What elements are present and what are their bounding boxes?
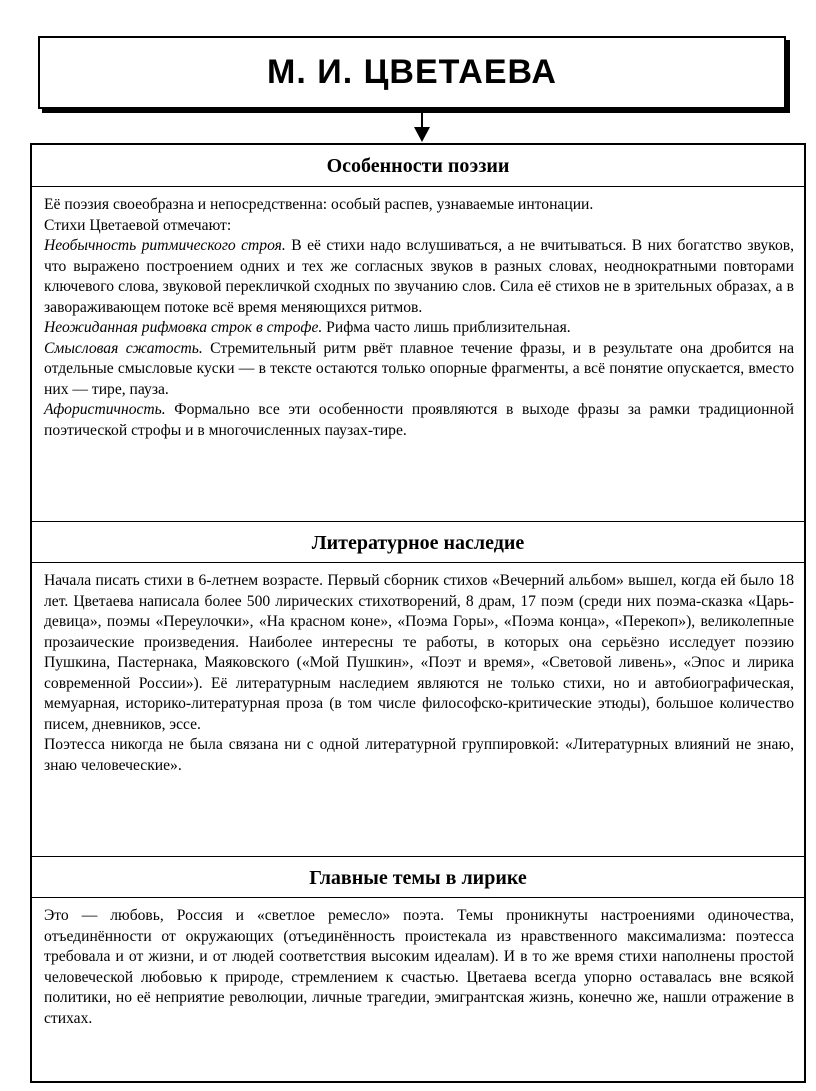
section-body-literary-legacy: [44, 571, 794, 776]
paragraph: [44, 400, 794, 441]
paragraph-text: Формально все эти особенности проявляются в выходе фразы за рамки традиционной поэтической строфы и в многочисленных паузах-тире.: [44, 401, 794, 439]
paragraph: [44, 236, 794, 318]
page-title: М. И. ЦВЕТАЕВА: [267, 53, 557, 91]
paragraph-text: В её стихи надо вслушиваться, а не вчитываться. В них богатство звуков, что выражено построением одних и тех же согласных звуков в разных словах, неоднократными повторами ключевого слова, звуковой перекличкой сходных по звучанию слов. Сила её стихов не в зрительных образах, а в завораживающем потоке всё время меняющихся ритмов.: [44, 237, 795, 316]
paragraph-text: Стремительный ритм рвёт плавное течение фразы, и в результате она дробится на отдельные смысловые куски — в тексте остаются только опорные фрагменты, а всё понятие опускается, вместо них — тире, пауза.: [44, 339, 795, 398]
paragraph: [44, 339, 794, 401]
section-heading-poetry-features: Особенности поэзии: [32, 145, 804, 187]
paragraph-text: Поэтесса никогда не была связана ни с одной литературной группировкой: «Литературных влияний не знаю, знаю человеческие».: [44, 736, 794, 774]
paragraph-lead: Смысловая сжатость.: [44, 339, 203, 357]
paragraph-text: Начала писать стихи в 6-летнем возрасте. Первый сборник стихов «Вечерний альбом» вышел, когда ей было 18 лет. Цветаева написала более 500 лирических стихотворений, 8 драм, 17 поэм (среди них поэма-сказка «Царь-девица», поэмы «Переулочки», «На красном коне», «Поэма Горы», «Поэма конца», «Перекоп»), великолепные прозаические произведения. Наиболее интересны те работы, в которых она серьёзно исследует поэзию Пушкина, Пастернака, Маяковского («Мой Пушкин», «Поэт и время», «Световой ливень», «Эпос и лирика современной России»). Её литературным наследием являются не только стихи, но и автобиографическая, мемуарная, историко-литературная проза (в том числе философско-критические этюды), большое количество писем, дневников, эссе.: [44, 572, 794, 733]
section-heading-literary-legacy: Литературное наследие: [32, 521, 804, 563]
paragraph: [44, 195, 794, 216]
paragraph: [44, 318, 794, 339]
title-box: [38, 36, 786, 109]
paragraph: [44, 735, 794, 776]
paragraph-text: Это — любовь, Россия и «светлое ремесло» поэта. Темы проникнуты настроениями одиночества, отъединённости от окружающих (отъединённость проистекала из нравственного максимализма: поэтесса требовала и от жизни, и от людей соответствия высоким идеалам). И в то же время стихи наполнены простой человеческой любовью к природе, стремлением к счастью. Цветаева всегда упорно оставалась вне всякой политики, но её неприятие революции, личные трагедии, эмигрантская жизнь, конечно же, нашли отражение в стихах.: [44, 907, 794, 1027]
paragraph-text: Стихи Цветаевой отмечают:: [44, 216, 232, 234]
paragraph: [44, 571, 794, 735]
paragraph-lead: Неожиданная рифмовка строк в строфе.: [44, 319, 323, 336]
paragraph-text: Её поэзия своеобразна и непосредственна: особый распев, узнаваемые интонации.: [44, 196, 594, 213]
section-heading-main-themes: Главные темы в лирике: [32, 856, 804, 898]
down-arrow-icon: [412, 111, 432, 143]
paragraph-lead: Необычность ритмического строя.: [44, 237, 286, 254]
section-body-poetry-features: [44, 195, 794, 441]
paragraph-lead: Афористичность.: [44, 401, 166, 418]
content-box: [30, 143, 806, 1083]
section-body-main-themes: [44, 906, 794, 1029]
paragraph-text: Рифма часто лишь приблизительная.: [322, 319, 571, 336]
paragraph: [44, 906, 794, 1029]
paragraph: [44, 216, 794, 237]
